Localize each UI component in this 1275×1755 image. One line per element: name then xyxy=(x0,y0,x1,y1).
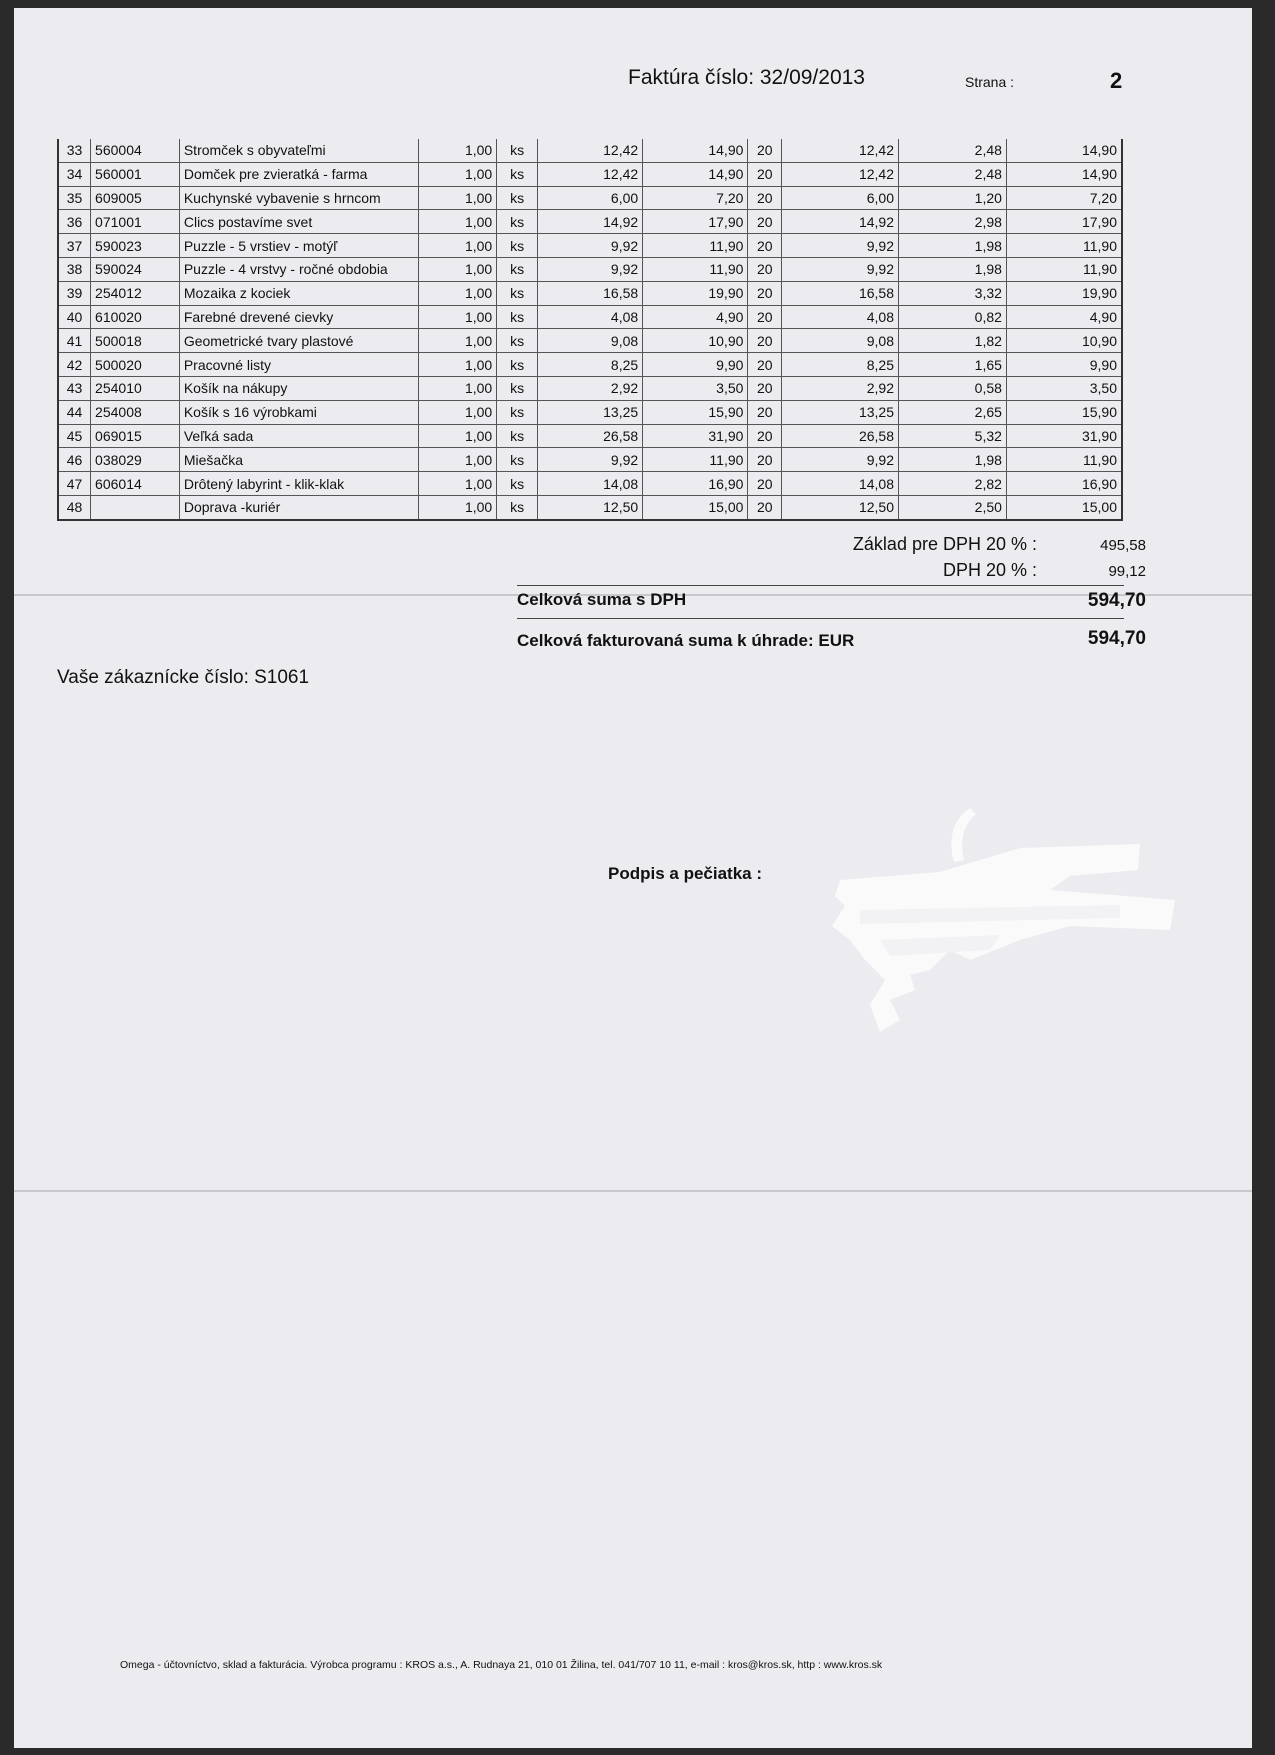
item-name-cell: Puzzle - 4 vrstvy - ročné obdobia xyxy=(179,257,419,281)
item-unit-cell: ks xyxy=(497,495,538,519)
summary-divider xyxy=(517,585,1124,586)
item-unit-cell: ks xyxy=(497,353,538,377)
item-unit-price-cell: 12,42 xyxy=(537,139,642,162)
vat-base-label: Základ pre DPH 20 % : xyxy=(852,534,1037,554)
item-number-cell: 40 xyxy=(58,305,91,329)
item-unit-price-cell: 14,08 xyxy=(537,472,642,496)
item-code-cell: 254010 xyxy=(91,376,180,400)
item-unit-price-cell: 9,92 xyxy=(537,448,642,472)
item-vat-rate-cell: 20 xyxy=(748,234,782,258)
item-code-cell xyxy=(91,495,180,519)
item-unit-price-vat-cell: 11,90 xyxy=(643,257,748,281)
item-quantity-cell: 1,00 xyxy=(419,234,497,258)
item-unit-price-cell: 26,58 xyxy=(537,424,642,448)
item-code-cell: 590023 xyxy=(91,234,180,258)
fold-line xyxy=(14,1190,1252,1192)
item-number-cell: 33 xyxy=(58,139,91,162)
item-number-cell: 43 xyxy=(58,376,91,400)
item-unit-cell: ks xyxy=(497,162,538,186)
item-unit-price-vat-cell: 11,90 xyxy=(643,448,748,472)
item-unit-price-cell: 8,25 xyxy=(537,353,642,377)
item-name-cell: Clics postavíme svet xyxy=(179,210,419,234)
item-quantity-cell: 1,00 xyxy=(419,257,497,281)
footer-note: Omega - účtovníctvo, sklad a fakturácia. Výrobca programu : KROS a.s., A. Rudnaya 21, 010 01 Žilina, tel. 041/707 10 11, e-mail : kros@kros.sk, http : www.kros.sk xyxy=(120,1659,883,1671)
item-unit-price-vat-cell: 3,50 xyxy=(643,376,748,400)
table-row xyxy=(58,495,1122,519)
item-number-cell: 44 xyxy=(58,400,91,424)
item-quantity-cell: 1,00 xyxy=(419,186,497,210)
item-total-cell: 9,90 xyxy=(1006,353,1122,377)
items-table-body xyxy=(58,139,1122,520)
item-tax-cell: 2,98 xyxy=(899,210,1007,234)
item-total-cell: 11,90 xyxy=(1006,234,1122,258)
item-base-cell: 16,58 xyxy=(782,281,899,305)
table-row xyxy=(58,329,1122,353)
item-unit-price-vat-cell: 4,90 xyxy=(643,305,748,329)
item-name-cell: Kuchynské vybavenie s hrncom xyxy=(179,186,419,210)
item-name-cell: Doprava -kuriér xyxy=(179,495,419,519)
item-name-cell: Košík na nákupy xyxy=(179,376,419,400)
item-tax-cell: 1,98 xyxy=(899,234,1007,258)
table-row xyxy=(58,139,1122,162)
item-name-cell: Pracovné listy xyxy=(179,353,419,377)
table-row xyxy=(58,210,1122,234)
invoice-title: Faktúra číslo: 32/09/2013 xyxy=(628,66,865,89)
item-vat-rate-cell: 20 xyxy=(748,472,782,496)
item-quantity-cell: 1,00 xyxy=(419,448,497,472)
item-unit-price-vat-cell: 17,90 xyxy=(643,210,748,234)
item-name-cell: Veľká sada xyxy=(179,424,419,448)
item-unit-cell: ks xyxy=(497,234,538,258)
total-with-vat-value: 594,70 xyxy=(1087,590,1146,611)
item-vat-rate-cell: 20 xyxy=(748,210,782,234)
item-name-cell: Košík s 16 výrobkami xyxy=(179,400,419,424)
item-base-cell: 8,25 xyxy=(782,353,899,377)
item-quantity-cell: 1,00 xyxy=(419,400,497,424)
item-code-cell: 500018 xyxy=(91,329,180,353)
item-base-cell: 9,92 xyxy=(782,448,899,472)
item-code-cell: 590024 xyxy=(91,257,180,281)
item-tax-cell: 2,48 xyxy=(899,139,1007,162)
item-total-cell: 14,90 xyxy=(1006,139,1122,162)
item-total-cell: 31,90 xyxy=(1006,424,1122,448)
item-base-cell: 9,92 xyxy=(782,234,899,258)
item-total-cell: 4,90 xyxy=(1006,305,1122,329)
item-total-cell: 11,90 xyxy=(1006,257,1122,281)
item-base-cell: 14,08 xyxy=(782,472,899,496)
item-code-cell: 038029 xyxy=(91,448,180,472)
summary-divider xyxy=(517,618,1124,619)
item-base-cell: 12,42 xyxy=(782,139,899,162)
item-quantity-cell: 1,00 xyxy=(419,210,497,234)
item-number-cell: 46 xyxy=(58,448,91,472)
item-unit-cell: ks xyxy=(497,305,538,329)
item-total-cell: 17,90 xyxy=(1006,210,1122,234)
item-base-cell: 26,58 xyxy=(782,424,899,448)
item-vat-rate-cell: 20 xyxy=(748,162,782,186)
item-vat-rate-cell: 20 xyxy=(748,257,782,281)
item-vat-rate-cell: 20 xyxy=(748,448,782,472)
item-unit-price-cell: 9,92 xyxy=(537,257,642,281)
item-number-cell: 36 xyxy=(58,210,91,234)
item-unit-price-vat-cell: 14,90 xyxy=(643,162,748,186)
item-total-cell: 16,90 xyxy=(1006,472,1122,496)
item-name-cell: Puzzle - 5 vrstiev - motýľ xyxy=(179,234,419,258)
item-vat-rate-cell: 20 xyxy=(748,353,782,377)
item-unit-price-cell: 12,50 xyxy=(537,495,642,519)
item-code-cell: 254008 xyxy=(91,400,180,424)
item-total-cell: 3,50 xyxy=(1006,376,1122,400)
item-unit-price-vat-cell: 19,90 xyxy=(643,281,748,305)
signature-label: Podpis a pečiatka : xyxy=(608,864,762,883)
item-tax-cell: 5,32 xyxy=(899,424,1007,448)
item-vat-rate-cell: 20 xyxy=(748,305,782,329)
item-total-cell: 15,00 xyxy=(1006,495,1122,519)
item-code-cell: 560004 xyxy=(91,139,180,162)
item-code-cell: 500020 xyxy=(91,353,180,377)
item-unit-price-vat-cell: 11,90 xyxy=(643,234,748,258)
item-tax-cell: 1,65 xyxy=(899,353,1007,377)
table-row xyxy=(58,472,1122,496)
item-tax-cell: 1,82 xyxy=(899,329,1007,353)
vat-amount-label: DPH 20 % : xyxy=(942,560,1037,580)
item-total-cell: 15,90 xyxy=(1006,400,1122,424)
item-unit-price-vat-cell: 10,90 xyxy=(643,329,748,353)
item-tax-cell: 1,98 xyxy=(899,257,1007,281)
item-number-cell: 35 xyxy=(58,186,91,210)
vat-base-value: 495,58 xyxy=(1100,537,1146,554)
item-tax-cell: 0,58 xyxy=(899,376,1007,400)
item-number-cell: 37 xyxy=(58,234,91,258)
item-vat-rate-cell: 20 xyxy=(748,329,782,353)
item-name-cell: Geometrické tvary plastové xyxy=(179,329,419,353)
item-base-cell: 6,00 xyxy=(782,186,899,210)
item-unit-cell: ks xyxy=(497,424,538,448)
item-tax-cell: 2,48 xyxy=(899,162,1007,186)
invoiced-total-value: 594,70 xyxy=(1087,628,1146,649)
item-unit-price-vat-cell: 14,90 xyxy=(643,139,748,162)
item-tax-cell: 1,98 xyxy=(899,448,1007,472)
item-unit-cell: ks xyxy=(497,376,538,400)
item-base-cell: 14,92 xyxy=(782,210,899,234)
item-name-cell: Farebné drevené cievky xyxy=(179,305,419,329)
page-number: 2 xyxy=(1110,68,1123,93)
item-code-cell: 071001 xyxy=(91,210,180,234)
item-vat-rate-cell: 20 xyxy=(748,376,782,400)
item-total-cell: 11,90 xyxy=(1006,448,1122,472)
table-row xyxy=(58,448,1122,472)
item-unit-price-cell: 9,08 xyxy=(537,329,642,353)
item-unit-cell: ks xyxy=(497,472,538,496)
item-tax-cell: 1,20 xyxy=(899,186,1007,210)
table-row xyxy=(58,305,1122,329)
item-unit-cell: ks xyxy=(497,257,538,281)
item-quantity-cell: 1,00 xyxy=(419,495,497,519)
customer-number: Vaše zákaznícke číslo: S1061 xyxy=(57,667,310,688)
redacted-signature-stamp xyxy=(820,800,1180,1040)
item-vat-rate-cell: 20 xyxy=(748,424,782,448)
table-row xyxy=(58,186,1122,210)
item-unit-price-vat-cell: 15,00 xyxy=(643,495,748,519)
table-row xyxy=(58,257,1122,281)
item-unit-cell: ks xyxy=(497,329,538,353)
table-row xyxy=(58,376,1122,400)
item-unit-price-cell: 14,92 xyxy=(537,210,642,234)
item-vat-rate-cell: 20 xyxy=(748,400,782,424)
item-unit-cell: ks xyxy=(497,448,538,472)
item-unit-price-cell: 6,00 xyxy=(537,186,642,210)
page-label: Strana : xyxy=(965,74,1015,90)
item-unit-cell: ks xyxy=(497,281,538,305)
item-base-cell: 2,92 xyxy=(782,376,899,400)
item-name-cell: Domček pre zvieratká - farma xyxy=(179,162,419,186)
table-row xyxy=(58,281,1122,305)
item-code-cell: 254012 xyxy=(91,281,180,305)
item-unit-price-cell: 12,42 xyxy=(537,162,642,186)
item-number-cell: 38 xyxy=(58,257,91,281)
table-row xyxy=(58,353,1122,377)
item-tax-cell: 2,82 xyxy=(899,472,1007,496)
table-row xyxy=(58,234,1122,258)
item-unit-price-vat-cell: 15,90 xyxy=(643,400,748,424)
item-name-cell: Stromček s obyvateľmi xyxy=(179,139,419,162)
item-tax-cell: 3,32 xyxy=(899,281,1007,305)
item-name-cell: Drôtený labyrint - klik-klak xyxy=(179,472,419,496)
item-vat-rate-cell: 20 xyxy=(748,281,782,305)
item-base-cell: 9,08 xyxy=(782,329,899,353)
item-unit-cell: ks xyxy=(497,400,538,424)
item-vat-rate-cell: 20 xyxy=(748,495,782,519)
item-unit-cell: ks xyxy=(497,210,538,234)
item-number-cell: 42 xyxy=(58,353,91,377)
item-unit-price-cell: 16,58 xyxy=(537,281,642,305)
item-code-cell: 609005 xyxy=(91,186,180,210)
item-base-cell: 12,42 xyxy=(782,162,899,186)
item-code-cell: 560001 xyxy=(91,162,180,186)
item-code-cell: 606014 xyxy=(91,472,180,496)
item-quantity-cell: 1,00 xyxy=(419,329,497,353)
item-quantity-cell: 1,00 xyxy=(419,376,497,400)
items-table xyxy=(57,139,1123,521)
item-unit-price-cell: 2,92 xyxy=(537,376,642,400)
item-total-cell: 10,90 xyxy=(1006,329,1122,353)
item-base-cell: 9,92 xyxy=(782,257,899,281)
item-number-cell: 34 xyxy=(58,162,91,186)
item-quantity-cell: 1,00 xyxy=(419,472,497,496)
item-base-cell: 12,50 xyxy=(782,495,899,519)
item-unit-cell: ks xyxy=(497,139,538,162)
item-number-cell: 47 xyxy=(58,472,91,496)
table-row xyxy=(58,400,1122,424)
item-base-cell: 13,25 xyxy=(782,400,899,424)
item-code-cell: 610020 xyxy=(91,305,180,329)
item-unit-price-vat-cell: 7,20 xyxy=(643,186,748,210)
item-unit-price-cell: 13,25 xyxy=(537,400,642,424)
item-vat-rate-cell: 20 xyxy=(748,139,782,162)
item-quantity-cell: 1,00 xyxy=(419,353,497,377)
invoiced-total-label: Celková fakturovaná suma k úhrade: EUR xyxy=(517,631,855,650)
item-quantity-cell: 1,00 xyxy=(419,139,497,162)
item-unit-cell: ks xyxy=(497,186,538,210)
item-base-cell: 4,08 xyxy=(782,305,899,329)
table-row xyxy=(58,424,1122,448)
item-total-cell: 19,90 xyxy=(1006,281,1122,305)
item-unit-price-vat-cell: 9,90 xyxy=(643,353,748,377)
item-quantity-cell: 1,00 xyxy=(419,162,497,186)
vat-amount-value: 99,12 xyxy=(1108,563,1146,580)
item-total-cell: 7,20 xyxy=(1006,186,1122,210)
item-unit-price-vat-cell: 31,90 xyxy=(643,424,748,448)
item-quantity-cell: 1,00 xyxy=(419,305,497,329)
item-name-cell: Miešačka xyxy=(179,448,419,472)
item-vat-rate-cell: 20 xyxy=(748,186,782,210)
item-unit-price-cell: 4,08 xyxy=(537,305,642,329)
item-quantity-cell: 1,00 xyxy=(419,281,497,305)
item-unit-price-cell: 9,92 xyxy=(537,234,642,258)
item-number-cell: 39 xyxy=(58,281,91,305)
item-total-cell: 14,90 xyxy=(1006,162,1122,186)
table-row xyxy=(58,162,1122,186)
item-number-cell: 41 xyxy=(58,329,91,353)
item-unit-price-vat-cell: 16,90 xyxy=(643,472,748,496)
total-with-vat-label: Celková suma s DPH xyxy=(517,590,687,609)
item-tax-cell: 0,82 xyxy=(899,305,1007,329)
item-quantity-cell: 1,00 xyxy=(419,424,497,448)
item-code-cell: 069015 xyxy=(91,424,180,448)
item-number-cell: 45 xyxy=(58,424,91,448)
item-tax-cell: 2,65 xyxy=(899,400,1007,424)
item-name-cell: Mozaika z kociek xyxy=(179,281,419,305)
item-tax-cell: 2,50 xyxy=(899,495,1007,519)
item-number-cell: 48 xyxy=(58,495,91,519)
